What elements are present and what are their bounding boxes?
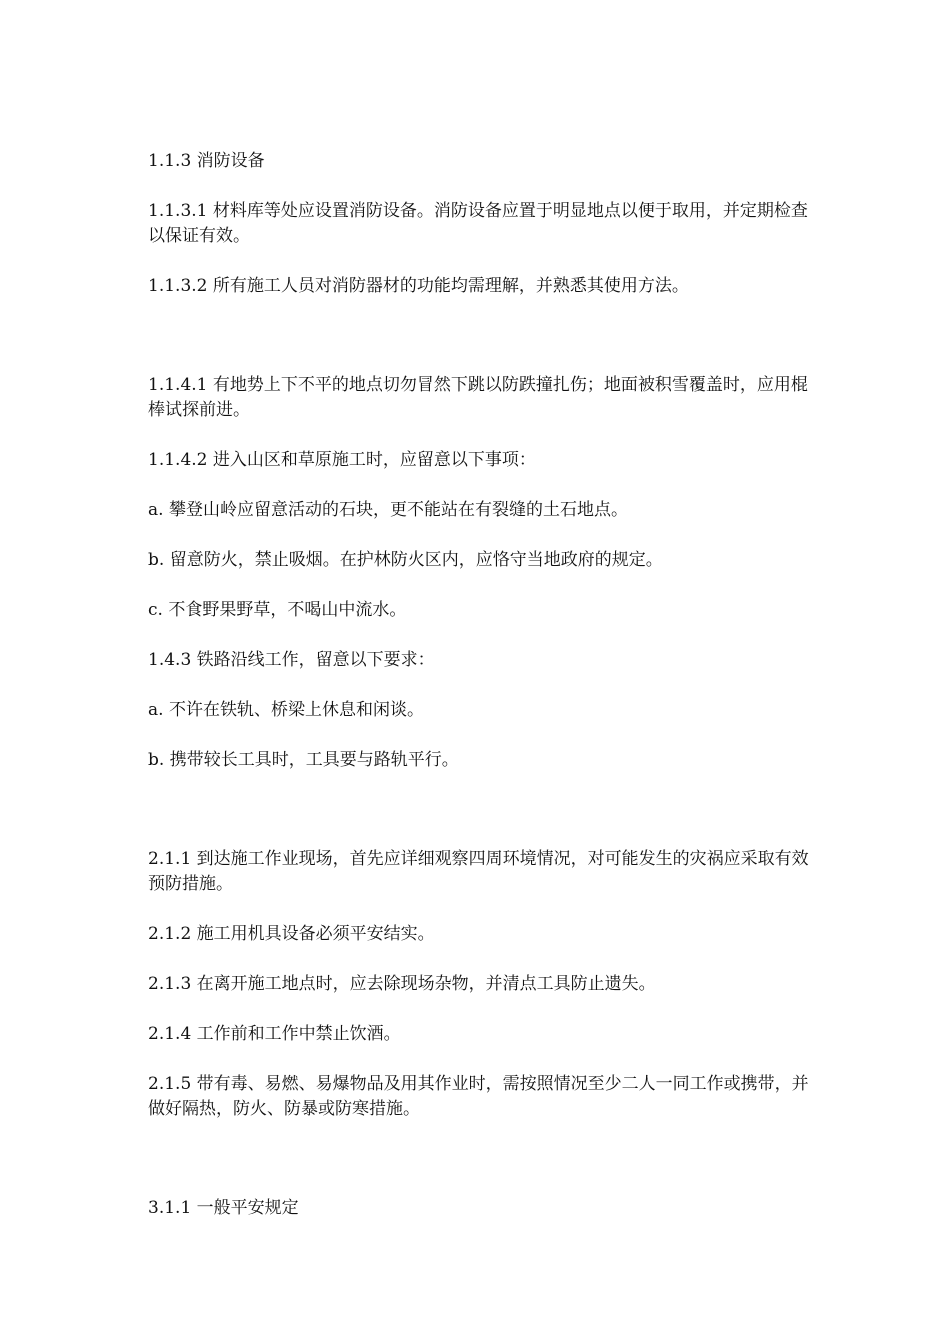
paragraph-1-1-3-2: 1.1.3.2 所有施工人员对消防器材的功能均需理解，并熟悉其使用方法。 — [148, 276, 689, 296]
list-item-c: c. 不食野果野草，不喝山中流水。 — [148, 600, 407, 620]
heading-1-1-3: 1.1.3 消防设备 — [148, 151, 265, 171]
paragraph-1-1-4-1: 1.1.4.1 有地势上下不平的地点切勿冒然下跳以防跌撞扎伤；地面被积雪覆盖时，应用棍棒试探前进。 — [148, 375, 808, 420]
paragraph-2-1-1: 2.1.1 到达施工作业现场，首先应详细观察四周环境情况，对可能发生的灾祸应采取有效预防措施。 — [148, 849, 809, 894]
paragraph-1-1-4-2: 1.1.4.2 进入山区和草原施工时，应留意以下事项： — [148, 450, 536, 470]
paragraph-2-1-5: 2.1.5 带有毒、易燃、易爆物品及用其作业时，需按照情况至少二人一同工作或携带，并做好隔热，防火、防暴或防寒措施。 — [148, 1074, 809, 1119]
paragraph-1-1-3-1: 1.1.3.1 材料库等处应设置消防设备。消防设备应置于明显地点以便于取用，并定期检查以保证有效。 — [148, 201, 808, 246]
paragraph-2-1-4: 2.1.4 工作前和工作中禁止饮酒。 — [148, 1024, 401, 1044]
list-item-rail-a: a. 不许在铁轨、桥梁上休息和闲谈。 — [148, 700, 424, 720]
paragraph-1-4-3: 1.4.3 铁路沿线工作，留意以下要求： — [148, 650, 435, 670]
paragraph-2-1-2: 2.1.2 施工用机具设备必须平安结实。 — [148, 924, 435, 944]
paragraph-2-1-3: 2.1.3 在离开施工地点时，应去除现场杂物，并清点工具防止遗失。 — [148, 974, 656, 994]
list-item-rail-b: b. 携带较长工具时，工具要与路轨平行。 — [148, 750, 459, 770]
list-item-b: b. 留意防火，禁止吸烟。在护林防火区内，应恪守当地政府的规定。 — [148, 550, 663, 570]
heading-3-1-1: 3.1.1 一般平安规定 — [148, 1198, 299, 1218]
list-item-a: a. 攀登山岭应留意活动的石块，更不能站在有裂缝的土石地点。 — [148, 500, 628, 520]
